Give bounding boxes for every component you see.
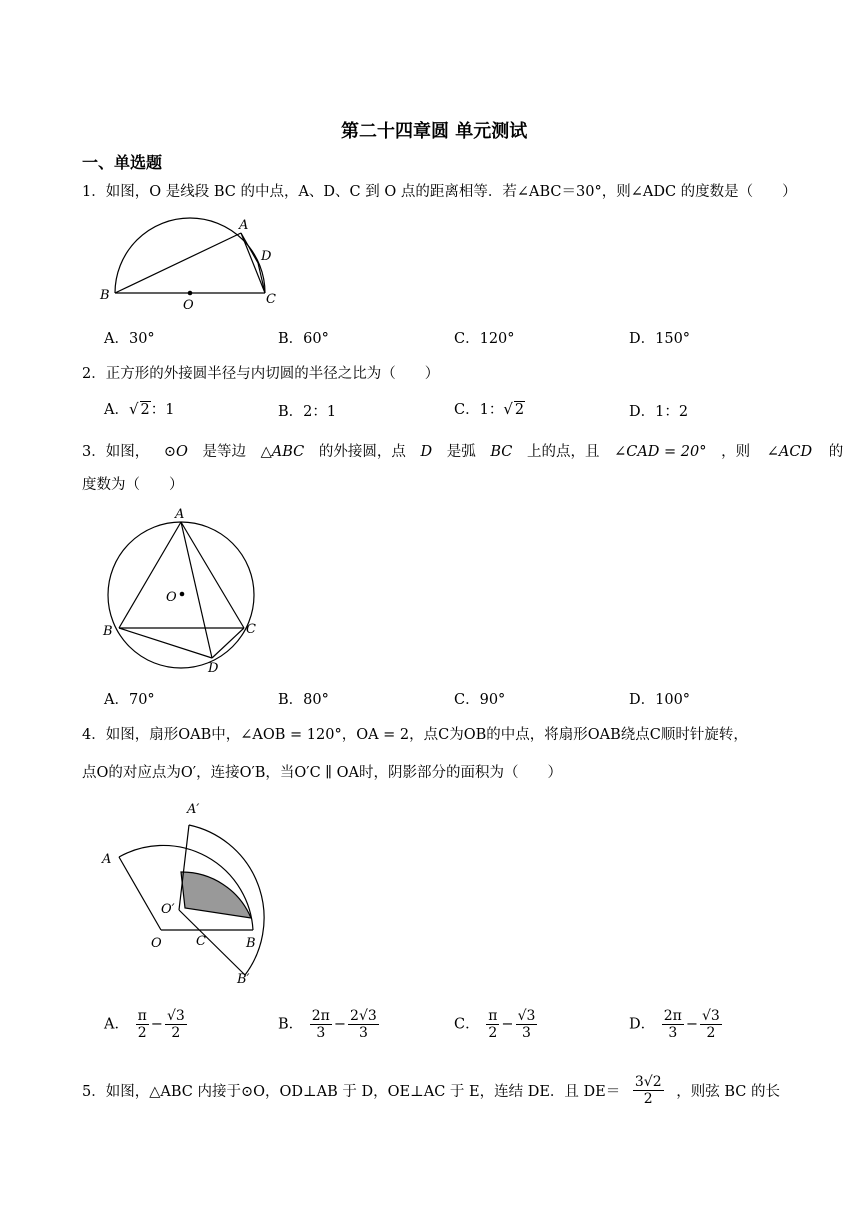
question-4-line-2: 点O的对应点为O′，连接O′B，当O′C ∥ OA时，阴影部分的面积为（ ） <box>82 765 562 781</box>
q4-figure <box>95 795 285 990</box>
q4-label-b-prime: B′ <box>237 972 250 987</box>
q4-label-o-prime: O′ <box>161 902 175 917</box>
q3-label-b: B <box>103 624 113 639</box>
q1-label-d: D <box>261 249 272 264</box>
q1-label-o: O <box>183 298 194 313</box>
q2-option-b[interactable]: B．2：1 <box>278 404 337 420</box>
q1-label-c: C <box>266 292 276 307</box>
q2-option-c[interactable]: C．1：√ 2 <box>454 400 525 418</box>
q4-option-b[interactable]: B． $\frac{2\pi}{3}$ − $\frac{2√3}{3}$ <box>278 1008 377 1042</box>
q4-label-a: A <box>102 852 112 867</box>
q4-label-b: B <box>246 936 256 951</box>
q3-label-c: C <box>246 622 256 637</box>
q2-option-d[interactable]: D．1：2 <box>629 404 689 420</box>
q3-option-b[interactable]: B．80° <box>278 692 329 708</box>
question-3-line-2: 度数为（ ） <box>82 477 184 493</box>
q1-option-a[interactable]: A．30° <box>104 331 155 347</box>
q3-option-a[interactable]: A．70° <box>104 692 155 708</box>
q4-option-d[interactable]: D． $\frac{2\pi}{3}$ − $\frac{√3}{2}$ <box>629 1008 720 1042</box>
page-title: 第二十四章圆 单元测试 <box>341 121 528 142</box>
q3-option-c[interactable]: C．90° <box>454 692 506 708</box>
q3-label-a: A <box>175 507 185 522</box>
q4-label-a-prime: A′ <box>187 802 200 817</box>
q3-label-d: D <box>208 661 219 676</box>
q1-option-b[interactable]: B．60° <box>278 331 329 347</box>
q1-figure <box>95 210 290 315</box>
q1-label-b: B <box>100 288 110 303</box>
q4-option-c[interactable]: C． $\frac{\pi}{2}$ − $\frac{√3}{3}$ <box>454 1008 536 1042</box>
q4-label-c: C <box>196 934 206 949</box>
q1-label-a: A <box>239 218 249 233</box>
q3-figure <box>98 502 268 677</box>
section-heading: 一、单选题 <box>82 153 163 172</box>
q1-option-c[interactable]: C．120° <box>454 331 515 347</box>
q4-label-o: O <box>151 936 162 951</box>
q3-label-o: O <box>166 590 177 605</box>
q4-option-a[interactable]: A． $\frac{\pi}{2}$ − $\frac{√3}{2}$ <box>104 1008 185 1042</box>
q2-option-a[interactable]: A．√ 2：1 <box>104 400 175 418</box>
q3-option-d[interactable]: D．100° <box>629 692 691 708</box>
q1-option-d[interactable]: D．150° <box>629 331 691 347</box>
question-5-text: 5．如图，△ABC 内接于⊙O，OD⊥AB 于 D，OE⊥AC 于 E，连结 DE．且 DE＝ $\frac{3√2}{2}$ ，则弦 BC 的长 <box>82 1074 780 1108</box>
question-4-line-1: 4．如图，扇形OAB中，∠AOB = 120°，OA = 2，点C为OB的中点，将扇形OAB绕点C顺时针旋转， <box>82 727 748 743</box>
question-2-text: 2．正方形的外接圆半径与内切圆的半径之比为（ ） <box>82 366 440 382</box>
question-1-text: 1．如图，O 是线段 BC 的中点，A、D、C 到 O 点的距离相等．若∠ABC＝30°，则∠ADC 的度数是（ ） <box>82 184 797 200</box>
question-3-line-1: 3．如图， ⊙O 是等边 △ABC 的外接圆，点 D 是弧 BC 上的点，且 ∠CAD = 20° ，则 ∠ACD 的 <box>82 444 844 460</box>
